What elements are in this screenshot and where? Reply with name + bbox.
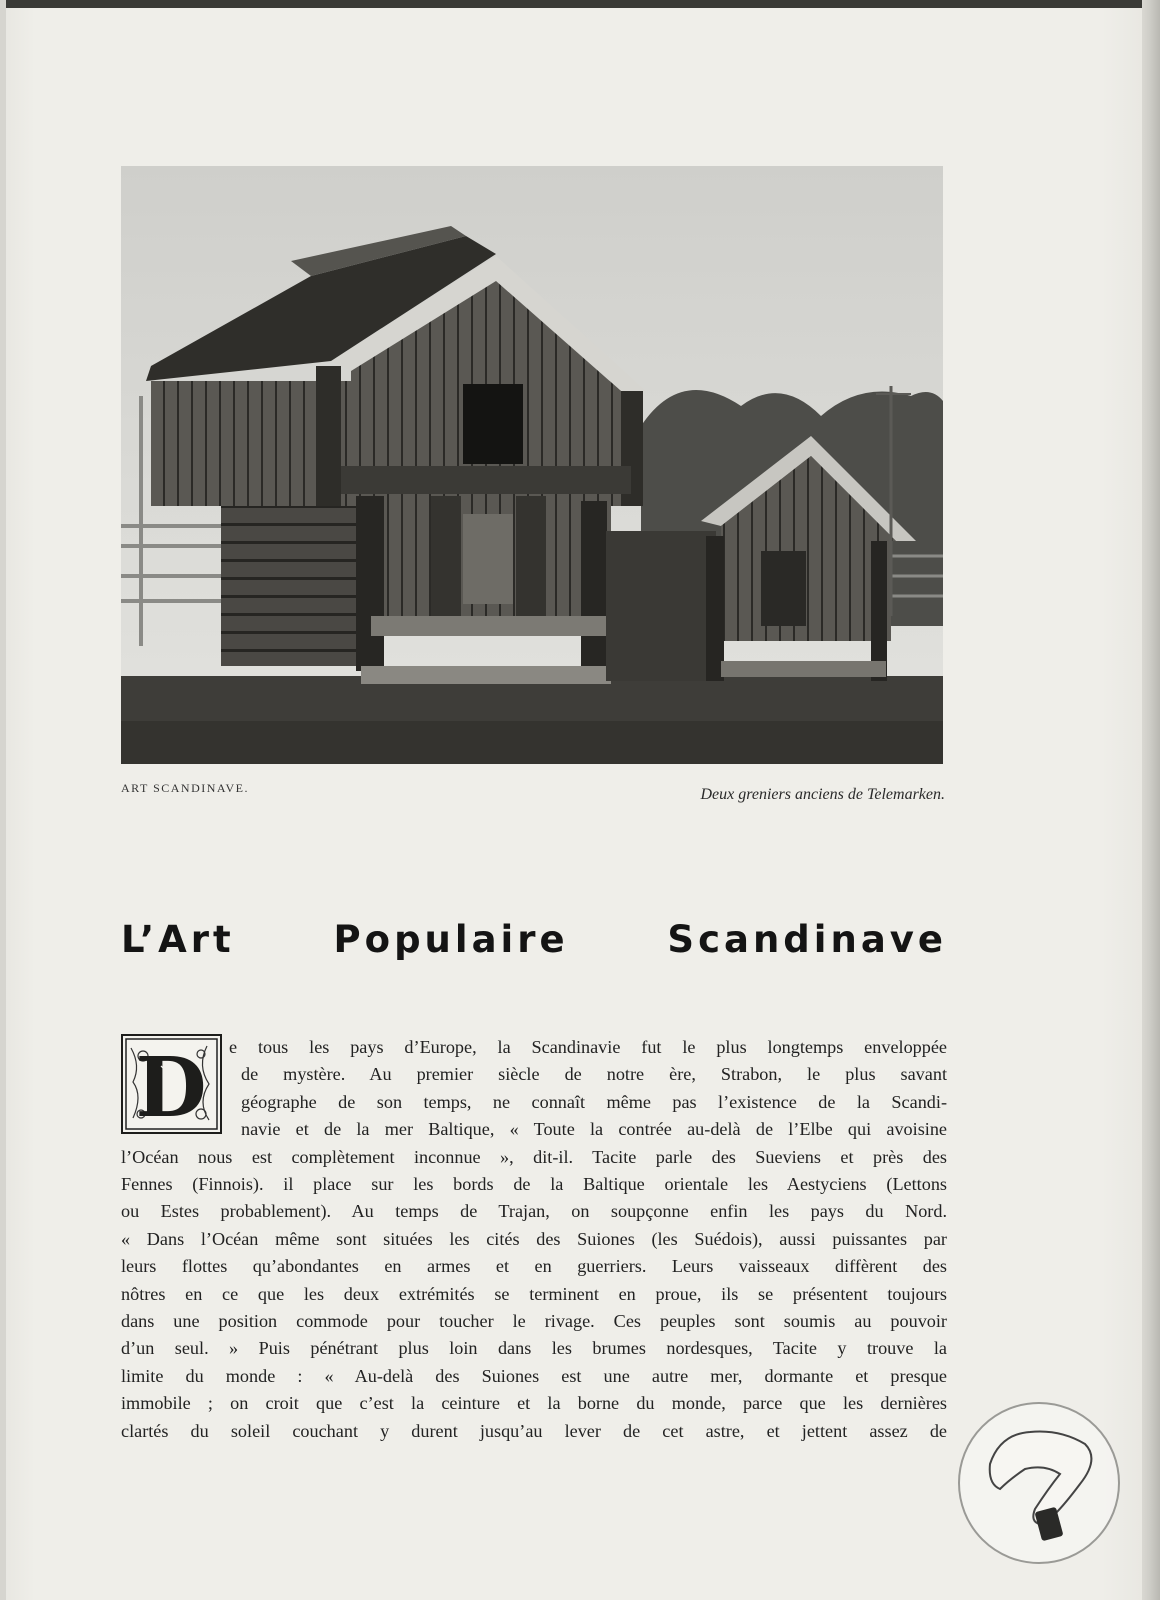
body-line: d’un seul. » Puis pénétrant plus loin dans les brumes nordesques, Tacite y trouve la [121, 1338, 947, 1359]
library-stamp-icon [958, 1402, 1120, 1564]
body-line: nôtres en ce que les deux extrémités se terminent en proue, ils se présentent toujours [121, 1283, 947, 1304]
body-line: l’Océan nous est complètement inconnue », dit-il. Tacite parle des Sueviens et près des [121, 1146, 947, 1167]
body-line: immobile ; on croit que c’est la ceinture et la borne du monde, parce que les dernières [121, 1393, 947, 1414]
page-right-edge [1142, 0, 1160, 1600]
body-line: ou Estes probablement). Au temps de Trajan, on soupçonne enfin les pays du Nord. [121, 1201, 947, 1222]
figure-label: ART SCANDINAVE. [121, 781, 250, 795]
body-line: clartés du soleil couchant y durent jusqu’au lever de cet astre, et jettent assez de [121, 1420, 947, 1441]
body-line: navie et de la mer Baltique, « Toute la contrée au-delà de l’Elbe qui avoisine [241, 1119, 947, 1140]
photo-granaries [121, 166, 943, 764]
body-line: e tous les pays d’Europe, la Scandinavie fut le plus longtemps enveloppée [229, 1037, 947, 1057]
binding-edge [0, 0, 1160, 8]
body-line: géographe de son temps, ne connaît même pas l’existence de la Scandi- [241, 1091, 947, 1112]
dropcap-letter: D [135, 1040, 207, 1132]
body-line: dans une position commode pour toucher le rivage. Ces peuples sont soumis au pouvoir [121, 1311, 947, 1332]
body-line: leurs flottes qu’abondantes en armes et en guerriers. Leurs vaisseaux diffèrent des [121, 1256, 947, 1277]
page-left-edge [0, 0, 6, 1600]
body-line: Fennes (Finnois). il place sur les bords de la Baltique orientale les Aestyciens (Lettons [121, 1174, 947, 1195]
body-line: limite du monde : « Au-delà des Suiones est une autre mer, dormante et presque [121, 1365, 947, 1386]
article-title: L’Art Populaire Scandinave [121, 918, 947, 961]
figure-caption: Deux greniers anciens de Telemarken. [700, 786, 945, 803]
body-line: « Dans l’Océan même sont situées les cités des Suiones (les Suédois), aussi puissantes par [121, 1228, 947, 1249]
body-line: de mystère. Au premier siècle de notre ère, Strabon, le plus savant [241, 1064, 947, 1085]
article-body [121, 1034, 947, 1445]
